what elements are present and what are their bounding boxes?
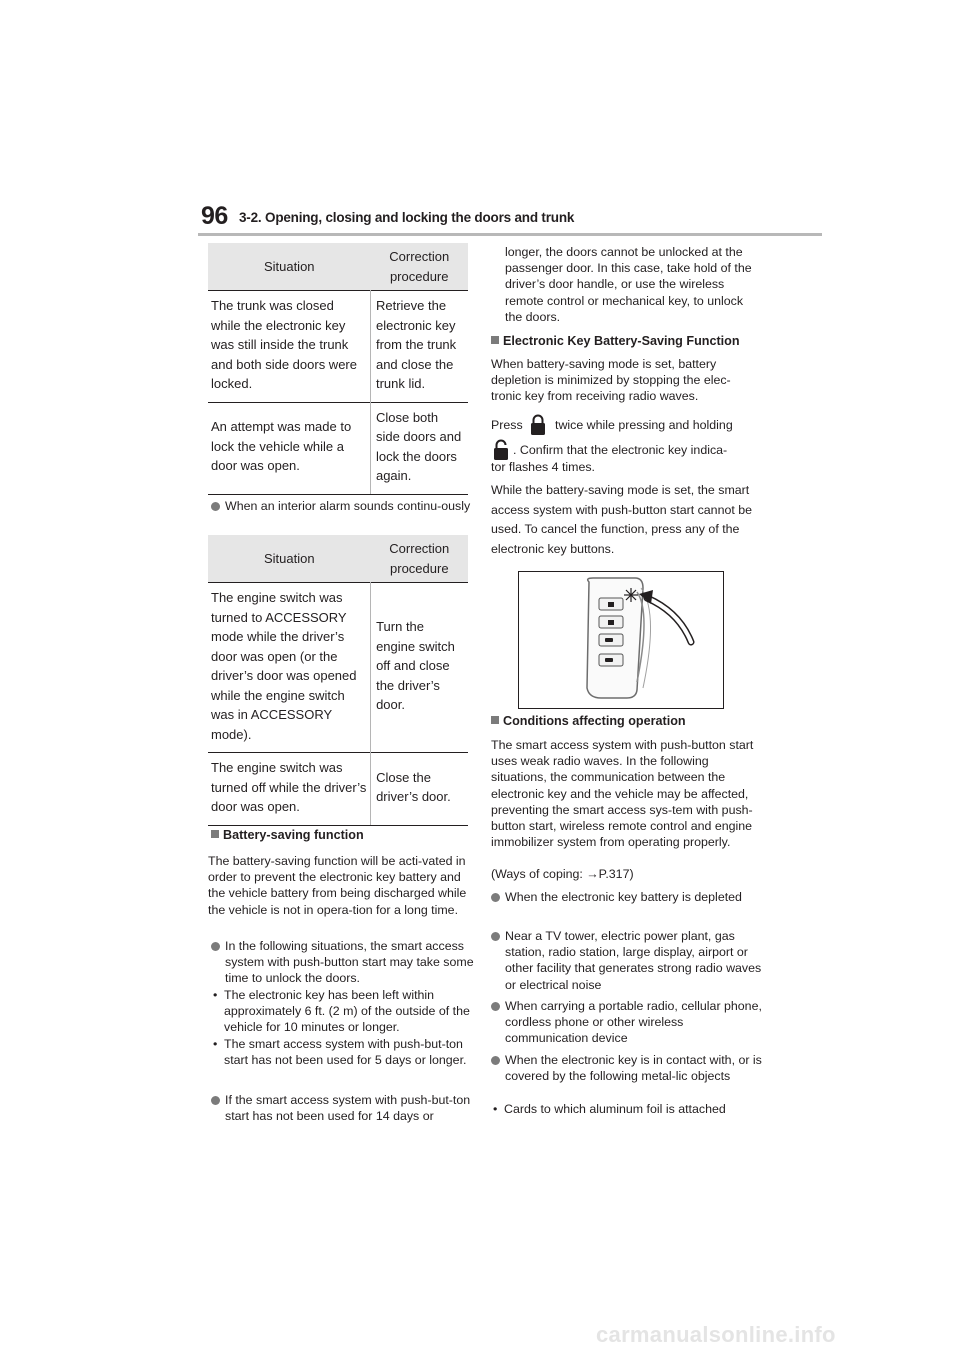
key-saving-heading: Electronic Key Battery-Saving Function: [491, 334, 740, 348]
arrow-right-icon: →: [586, 867, 599, 881]
square-bullet-icon: [491, 716, 499, 724]
bullet-dot-icon: [211, 942, 220, 951]
indicator-flash-icon: [624, 588, 638, 602]
press-instruction: Press twice while pressing and holding . Confirm that the electronic key indica- tor flashes 4 times.: [491, 415, 753, 475]
battery-saving-bullet2: If the smart access system with push-but-ton start has not been used for 14 days or: [211, 1092, 481, 1124]
table2-head-situation: Situation: [208, 535, 371, 583]
bullet-dot-icon: [491, 932, 500, 941]
table-row: [208, 402, 468, 494]
table2-row1-correction: Turn the engine switch off and close the driver’s door.: [371, 583, 468, 753]
bullet-dot-icon: [491, 1056, 500, 1065]
page-number: 96: [201, 202, 228, 230]
electronic-key-figure: [518, 571, 724, 709]
header-rule: [198, 233, 822, 236]
conditions-ways: (Ways of coping: →P.317): [491, 867, 634, 881]
battery-saving-sub2: • The smart access system with push-but-ton start has not been used for 5 days or longer.: [213, 1037, 467, 1068]
situation-table-2: [208, 535, 468, 826]
key-saving-p3: While the battery-saving mode is set, the smart access system with push-button start cannot be used. To cancel the function, press any of the electronic key buttons.: [491, 483, 753, 556]
battery-saving-intro: The battery-saving function will be acti-vated in order to prevent the electronic key battery and the vehicle battery from being discharged while the vehicle is not in opera-tion for a long time.: [208, 854, 467, 917]
table1-row1-situation: The trunk was closed while the electronic key was still inside the trunk and both side doors were locked.: [208, 291, 370, 403]
conditions-bullet2: Near a TV tower, electric power plant, gas station, radio station, large display, airport or other facility that generates strong radio waves or electrical noise: [491, 928, 767, 993]
conditions-intro: The smart access system with push-button start uses weak radio waves. In the following situations, the communication between the electronic key and the vehicle may be affected, preventing the smart access sys-tem with push-button start, wireless remote control and engine immobilizer system from operating properly.: [491, 738, 754, 850]
bullet-dot-icon: [211, 1096, 220, 1105]
bullet-dot-icon: [491, 1002, 500, 1011]
conditions-bullet1: When the electronic key battery is depleted: [491, 889, 767, 905]
electronic-key-illustration: [519, 572, 723, 708]
conditions-sub1: • Cards to which aluminum foil is attached: [493, 1102, 726, 1116]
section-title: 3-2. Opening, closing and locking the doors and trunk: [239, 210, 575, 225]
battery-saving-heading: Battery-saving function: [211, 828, 364, 842]
table-row: [208, 753, 468, 826]
table1-row2-correction: Close both side doors and lock the doors again.: [370, 402, 468, 494]
watermark: carmanualsonline.info: [596, 1322, 836, 1347]
table1-head-correction: Correction procedure: [370, 243, 468, 291]
conditions-bullet4: When the electronic key is in contact with, or is covered by the following metal-lic objects: [491, 1052, 767, 1084]
bullet-dot-icon: [211, 502, 220, 511]
conditions-heading: Conditions affecting operation: [491, 714, 686, 728]
table-row: [208, 583, 468, 753]
bullet-dot-icon: [491, 893, 500, 902]
conditions-bullet3: When carrying a portable radio, cellular phone, cordless phone or other wireless communication device: [491, 998, 767, 1047]
table2-row2-correction: Close the driver’s door.: [371, 753, 468, 826]
key-saving-p1: When battery-saving mode is set, battery depletion is minimized by stopping the elec-tronic key from receiving radio waves.: [491, 357, 731, 404]
table1-row1-correction: Retrieve the electronic key from the trunk and close the trunk lid.: [370, 291, 468, 403]
battery-saving-sub1: • The electronic key has been left within approximately 6 ft. (2 m) of the outside of the vehicle for 10 minutes or longer.: [213, 988, 470, 1035]
square-bullet-icon: [211, 830, 219, 838]
situation-table-1: [208, 243, 468, 495]
table2-row2-situation: The engine switch was turned off while the driver’s door was open.: [208, 753, 371, 826]
table-row: [208, 291, 468, 403]
square-bullet-icon: [491, 336, 499, 344]
page-reference-link[interactable]: P.317): [598, 867, 634, 881]
table2-head-correction: Correction procedure: [371, 535, 468, 583]
bullet-interior-alarm: When an interior alarm sounds continu-ously: [211, 498, 480, 514]
unlock-icon: [492, 439, 510, 461]
battery-saving-bullet2-cont: longer, the doors cannot be unlocked at the passenger door. In this case, take hold of the driver’s door handle, or use the wireless remote control or mechanical key, to unlock the doors.: [505, 245, 752, 324]
lock-icon: [529, 414, 547, 436]
battery-saving-bullet1: In the following situations, the smart access system with push-button start may take some time to unlock the doors.: [211, 938, 481, 987]
table1-row2-situation: An attempt was made to lock the vehicle while a door was open.: [208, 402, 370, 494]
table2-row1-situation: The engine switch was turned to ACCESSORY mode while the driver’s door was open (or the driver’s door was opened while the engine switch was in ACCESSORY mode).: [208, 583, 371, 753]
table1-head-situation: Situation: [208, 243, 370, 291]
